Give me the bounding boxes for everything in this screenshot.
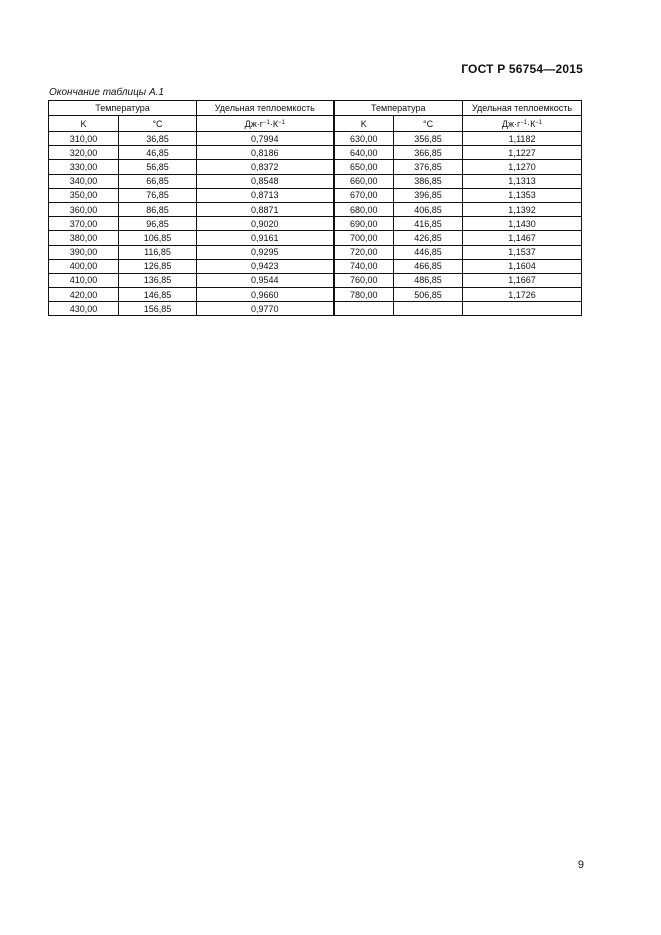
cell-kelvin-right: 680,00 <box>334 202 394 216</box>
cell-kelvin-left: 370,00 <box>49 217 119 231</box>
cell-kelvin-left: 310,00 <box>49 132 119 146</box>
table-row <box>49 146 582 160</box>
cell-kelvin-right: 760,00 <box>334 273 394 287</box>
table-body <box>49 132 582 316</box>
unit-celsius-right: °C <box>394 116 463 132</box>
heat-capacity-table <box>48 100 582 316</box>
table-row <box>49 231 582 245</box>
cell-heat-capacity-left: 0,8186 <box>197 146 334 160</box>
unit-hc-mid: ·К <box>527 118 536 129</box>
cell-kelvin-left: 430,00 <box>49 302 119 316</box>
table-row <box>49 245 582 259</box>
table-row <box>49 217 582 231</box>
cell-celsius-right: 386,85 <box>394 174 463 188</box>
cell-kelvin-right: 780,00 <box>334 288 394 302</box>
table-row <box>49 132 582 146</box>
cell-heat-capacity-right <box>463 302 582 316</box>
cell-kelvin-right: 640,00 <box>334 146 394 160</box>
cell-kelvin-right: 700,00 <box>334 231 394 245</box>
unit-hc-exp2: −1 <box>535 119 543 126</box>
cell-heat-capacity-right: 1,1313 <box>463 174 582 188</box>
cell-kelvin-left: 410,00 <box>49 273 119 287</box>
cell-heat-capacity-right: 1,1667 <box>463 273 582 287</box>
cell-celsius-left: 136,85 <box>119 273 197 287</box>
unit-celsius-left: °C <box>119 116 197 132</box>
cell-kelvin-left: 360,00 <box>49 202 119 216</box>
cell-celsius-left: 56,85 <box>119 160 197 174</box>
cell-kelvin-right <box>334 302 394 316</box>
document-standard-number: ГОСТ Р 56754—2015 <box>461 62 583 76</box>
unit-heat-capacity-right <box>463 116 582 132</box>
cell-kelvin-right: 690,00 <box>334 217 394 231</box>
unit-hc-exp2: −1 <box>278 119 285 126</box>
cell-celsius-right: 406,85 <box>394 202 463 216</box>
table-row <box>49 188 582 202</box>
cell-kelvin-left: 420,00 <box>49 288 119 302</box>
cell-celsius-left: 146,85 <box>119 288 197 302</box>
cell-heat-capacity-right: 1,1353 <box>463 188 582 202</box>
unit-heat-capacity-left <box>197 116 334 132</box>
cell-kelvin-left: 340,00 <box>49 174 119 188</box>
cell-heat-capacity-left: 0,9295 <box>197 245 334 259</box>
unit-hc-exp1: −1 <box>520 119 528 126</box>
cell-heat-capacity-left: 0,9161 <box>197 231 334 245</box>
cell-kelvin-right: 650,00 <box>334 160 394 174</box>
header-temperature-right: Температура <box>334 101 463 116</box>
cell-heat-capacity-left: 0,9423 <box>197 259 334 273</box>
cell-kelvin-right: 720,00 <box>334 245 394 259</box>
cell-kelvin-left: 380,00 <box>49 231 119 245</box>
cell-celsius-left: 96,85 <box>119 217 197 231</box>
cell-heat-capacity-right: 1,1537 <box>463 245 582 259</box>
cell-kelvin-left: 390,00 <box>49 245 119 259</box>
table-row <box>49 160 582 174</box>
cell-heat-capacity-left: 0,7994 <box>197 132 334 146</box>
cell-celsius-left: 86,85 <box>119 202 197 216</box>
unit-hc-exp1: −1 <box>263 119 270 126</box>
cell-celsius-left: 46,85 <box>119 146 197 160</box>
table-row <box>49 273 582 287</box>
unit-hc-base: Дж·г <box>501 118 521 129</box>
cell-heat-capacity-left: 0,9770 <box>197 302 334 316</box>
unit-kelvin-right: K <box>334 116 394 132</box>
page-number: 9 <box>577 859 584 871</box>
cell-heat-capacity-right: 1,1604 <box>463 259 582 273</box>
cell-celsius-right: 466,85 <box>394 259 463 273</box>
cell-celsius-left: 76,85 <box>119 188 197 202</box>
cell-heat-capacity-right: 1,1392 <box>463 202 582 216</box>
cell-celsius-right: 416,85 <box>394 217 463 231</box>
cell-celsius-left: 126,85 <box>119 259 197 273</box>
cell-celsius-left: 116,85 <box>119 245 197 259</box>
unit-hc-base: Дж·г <box>244 118 263 129</box>
cell-celsius-right: 426,85 <box>394 231 463 245</box>
table-group-header-row <box>49 101 582 116</box>
cell-heat-capacity-right: 1,1467 <box>463 231 582 245</box>
cell-celsius-right: 396,85 <box>394 188 463 202</box>
header-heat-capacity-right: Удельная теплоемкость <box>463 101 582 116</box>
table-caption: Окончание таблицы А.1 <box>49 87 164 98</box>
cell-heat-capacity-right: 1,1726 <box>463 288 582 302</box>
cell-kelvin-left: 400,00 <box>49 259 119 273</box>
table-row <box>49 288 582 302</box>
table-row <box>49 202 582 216</box>
cell-kelvin-left: 320,00 <box>49 146 119 160</box>
cell-heat-capacity-left: 0,8713 <box>197 188 334 202</box>
cell-celsius-left: 66,85 <box>119 174 197 188</box>
cell-celsius-left: 156,85 <box>119 302 197 316</box>
cell-kelvin-right: 740,00 <box>334 259 394 273</box>
cell-kelvin-right: 660,00 <box>334 174 394 188</box>
cell-heat-capacity-right: 1,1430 <box>463 217 582 231</box>
cell-heat-capacity-right: 1,1182 <box>463 132 582 146</box>
cell-celsius-right: 366,85 <box>394 146 463 160</box>
unit-kelvin-left: K <box>49 116 119 132</box>
cell-heat-capacity-left: 0,9660 <box>197 288 334 302</box>
table-unit-header-row <box>49 116 582 132</box>
unit-hc-mid: ·К <box>269 118 279 129</box>
header-heat-capacity-left: Удельная теплоемкость <box>197 101 334 116</box>
table-row <box>49 259 582 273</box>
cell-celsius-right: 376,85 <box>394 160 463 174</box>
table-row <box>49 302 582 316</box>
cell-kelvin-right: 630,00 <box>334 132 394 146</box>
cell-celsius-right: 446,85 <box>394 245 463 259</box>
cell-heat-capacity-left: 0,8372 <box>197 160 334 174</box>
cell-heat-capacity-left: 0,9020 <box>197 217 334 231</box>
cell-heat-capacity-left: 0,9544 <box>197 273 334 287</box>
cell-heat-capacity-right: 1,1227 <box>463 146 582 160</box>
header-temperature-left: Температура <box>49 101 197 116</box>
cell-celsius-right: 506,85 <box>394 288 463 302</box>
cell-celsius-left: 106,85 <box>119 231 197 245</box>
cell-kelvin-right: 670,00 <box>334 188 394 202</box>
cell-celsius-right: 486,85 <box>394 273 463 287</box>
cell-kelvin-left: 330,00 <box>49 160 119 174</box>
cell-celsius-right: 356,85 <box>394 132 463 146</box>
table-row <box>49 174 582 188</box>
cell-heat-capacity-right: 1,1270 <box>463 160 582 174</box>
cell-kelvin-left: 350,00 <box>49 188 119 202</box>
cell-celsius-left: 36,85 <box>119 132 197 146</box>
cell-celsius-right <box>394 302 463 316</box>
cell-heat-capacity-left: 0,8548 <box>197 174 334 188</box>
cell-heat-capacity-left: 0,8871 <box>197 202 334 216</box>
